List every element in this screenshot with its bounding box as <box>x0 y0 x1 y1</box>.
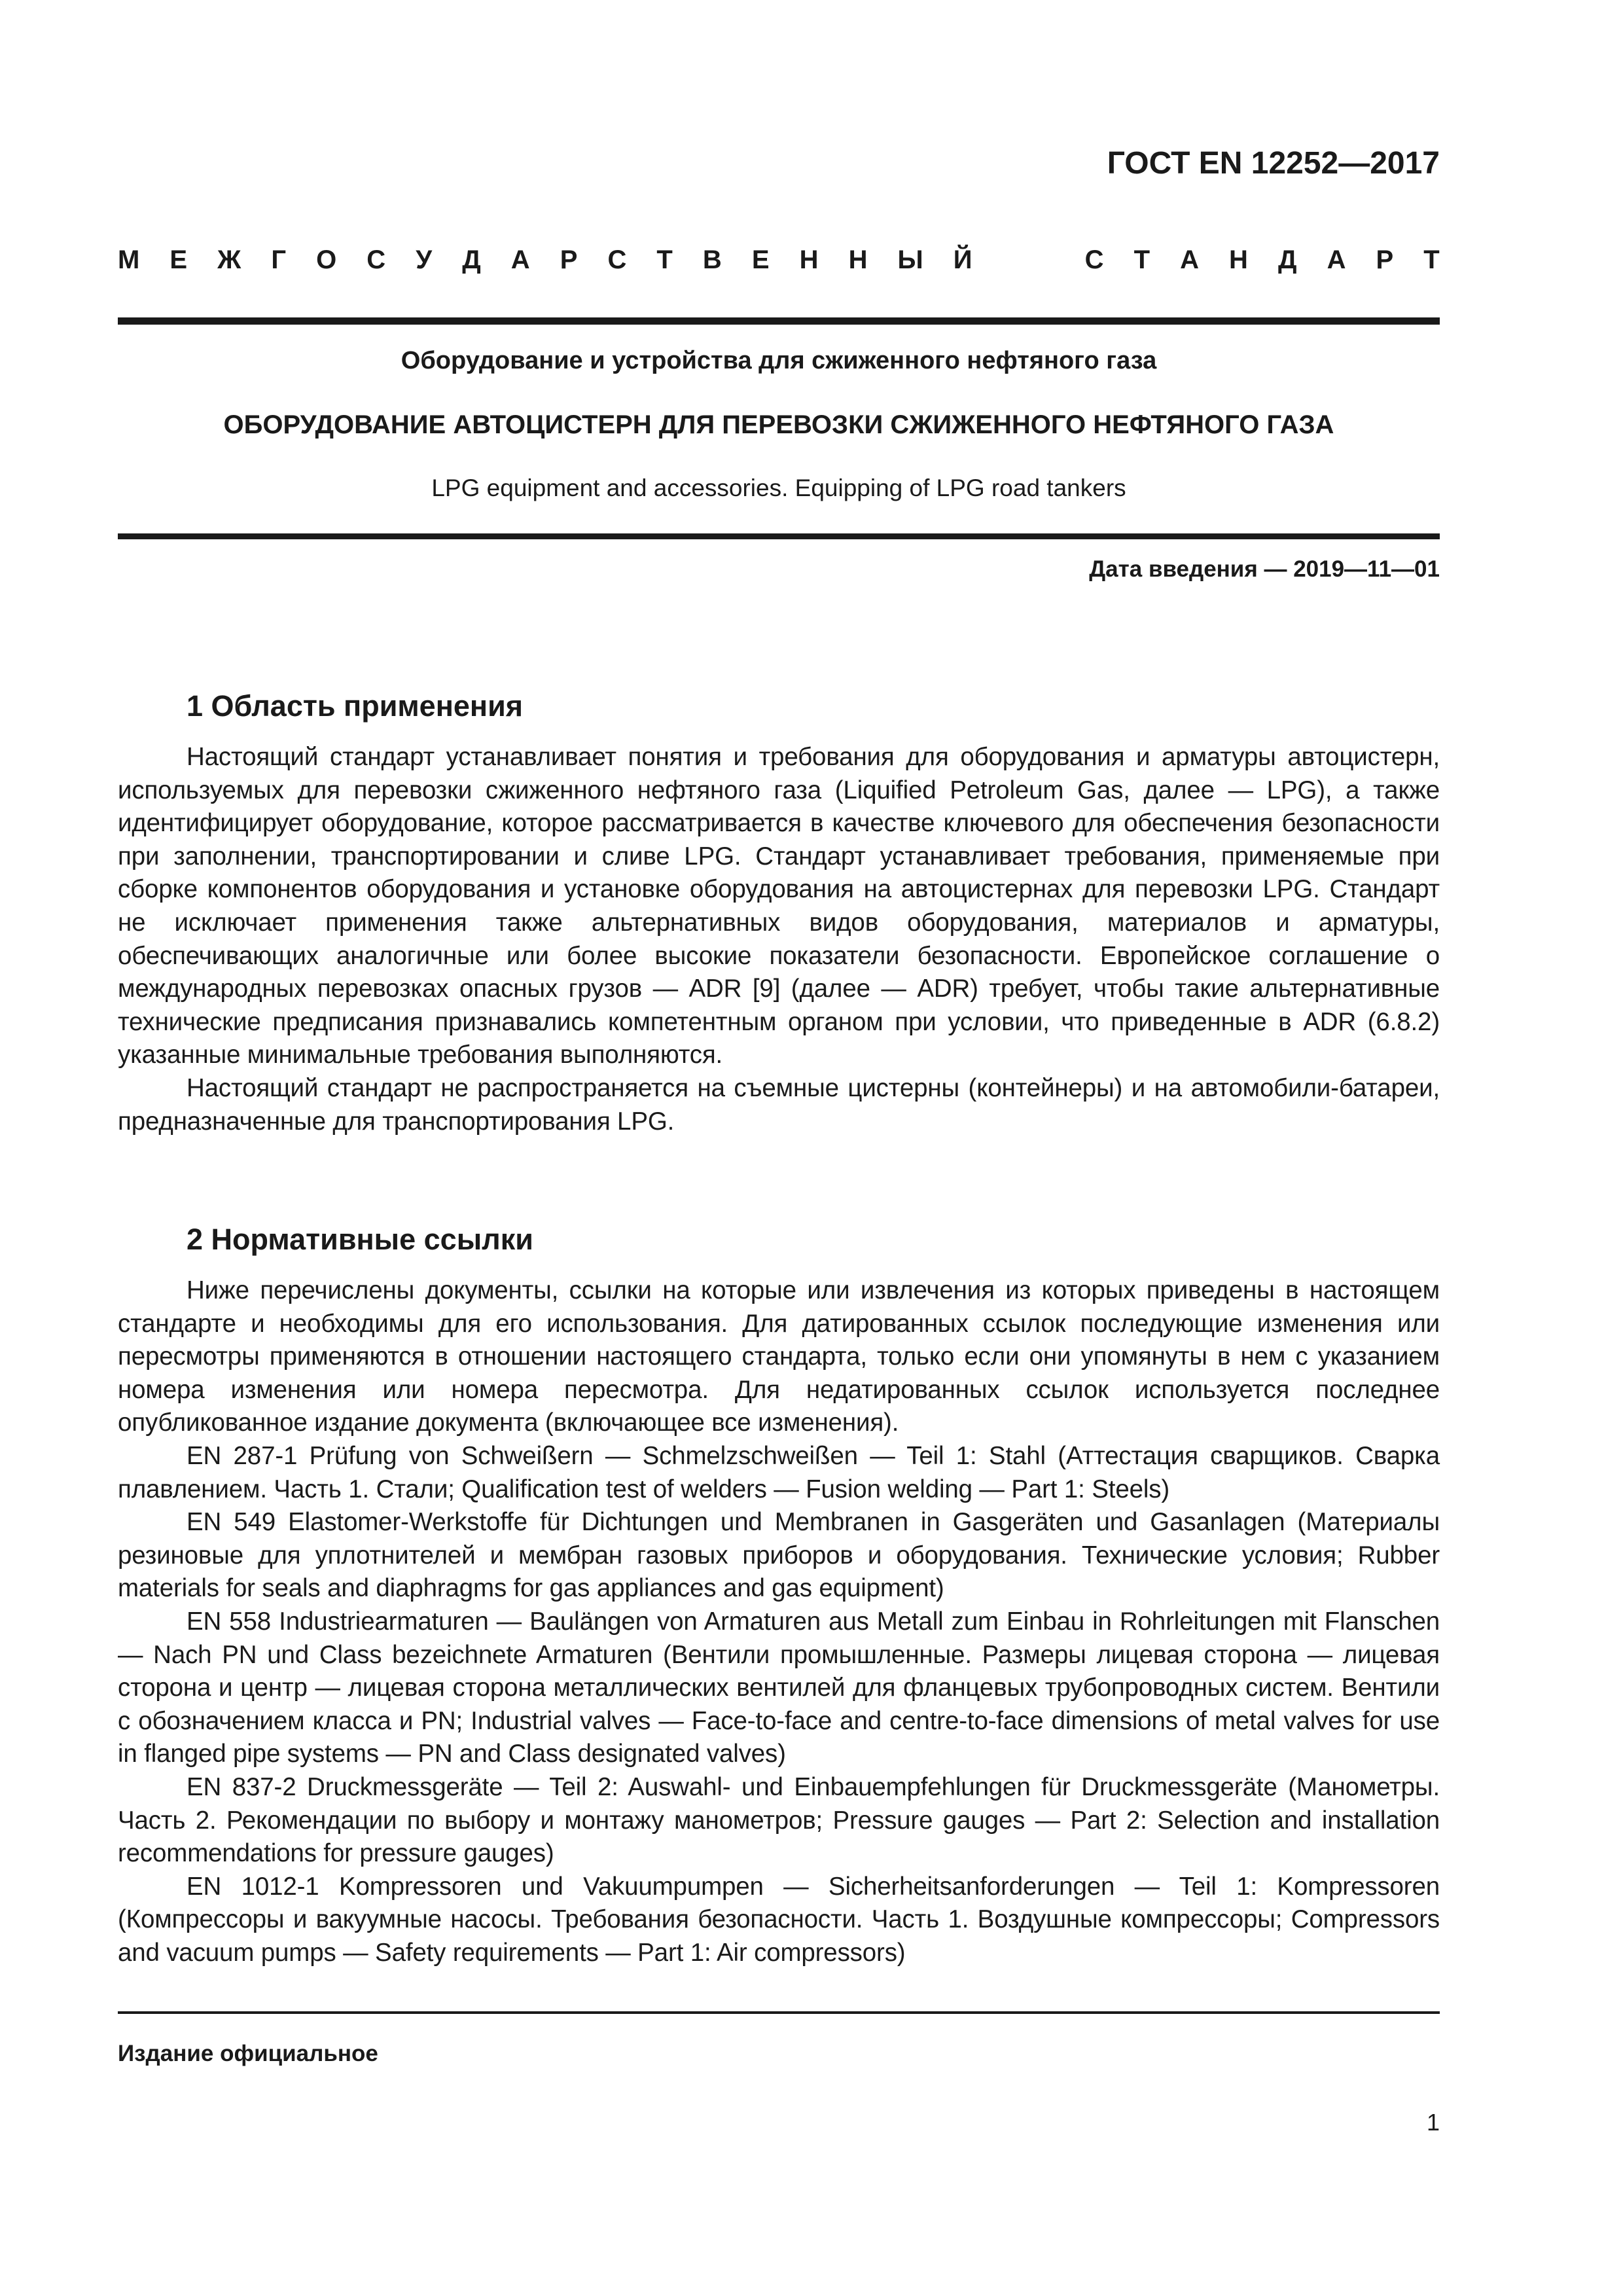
reference-item: EN 549 Elastomer-Werkstoffe für Dichtungen und Membranen in Gasgeräten und Gasanlagen (Материалы резиновые для уплотнителей и мембран газовых приборов и оборудования. Технические условия; Rubber materials for seals and diaphragms for gas appliances and gas equipment) <box>118 1508 1440 1603</box>
standard-designation: ГОСТ EN 12252—2017 <box>1107 146 1440 181</box>
letter: Ж <box>217 245 241 274</box>
english-title: LPG equipment and accessories. Equipping of LPG road tankers <box>431 475 1126 501</box>
letter: Р <box>560 245 578 274</box>
edition-note: Издание официальное <box>118 2041 378 2066</box>
letter: Р <box>1376 245 1394 274</box>
section-heading: 2 Нормативные ссылки <box>187 1223 533 1256</box>
letter: Е <box>751 245 770 274</box>
letter: Д <box>462 245 481 274</box>
letter: Д <box>1278 245 1297 274</box>
letter: А <box>1180 245 1199 274</box>
letter: Т <box>1133 245 1150 274</box>
letter: О <box>316 245 337 274</box>
reference-item: EN 1012-1 Kompressoren und Vakuumpumpen — Sicherheitsanforderungen — Teil 1: Kompressoren (Компрессоры и вакуумные насосы. Требования безопасности. Часть 1. Воздушные компрессоры; Compressors and vacuum pumps — Safety requirements — Part 1: Air compressors) <box>118 1872 1440 1967</box>
letter: Н <box>1229 245 1248 274</box>
section-heading: 1 Область применения <box>187 689 524 723</box>
reference-item: EN 558 Industriearmaturen — Baulängen von Armaturen aus Metall zum Einbau in Rohrleitungen mit Flanschen — Nach PN und Class bezeichnete Armaturen (Вентили промышленные. Размеры лицевая сторона — лицевая сторона и центр — лицевая сторона металлических вентилей для фланцевых трубопроводных систем. Вентили с обозначением класса и PN; Industrial valves — Face-to-face and centre-to-face dimensions of metal valves for use in flanged pipe systems — PN and Class designated valves) <box>118 1607 1440 1768</box>
section-normative-references <box>118 1223 1440 1969</box>
letter: А <box>510 245 530 274</box>
page-number: 1 <box>1426 2109 1440 2136</box>
paragraph: Ниже перечислены документы, ссылки на которые или извлечения из которых приведены в настоящем стандарте и необходимы для его использования. Для датированных ссылок последующие изменения или пересмотры применяются в отношении настоящего стандарта, только если они упомянуты в нем с указанием номера изменения или номера пересмотра. Для недатированных ссылок используется последнее опубликованное издание документа (включающее все изменения). <box>118 1276 1440 1437</box>
letter: Н <box>848 245 868 274</box>
letter: Й <box>953 245 972 274</box>
letter: С <box>366 245 386 274</box>
title-divider <box>118 533 1440 539</box>
reference-item: EN 837-2 Druckmessgeräte — Teil 2: Auswahl- und Einbauempfehlungen für Druckmessgeräte (Манометры. Часть 2. Рекомендации по выбору и монтажу манометров; Pressure gauges — Part 2: Selection and installation recommendations for pressure gauges) <box>118 1772 1440 1868</box>
letter: Т <box>656 245 673 274</box>
letter: Е <box>169 245 188 274</box>
group-title: Оборудование и устройства для сжиженного нефтяного газа <box>401 347 1157 374</box>
paragraph: Настоящий стандарт устанавливает понятия и требования для оборудования и арматуры автоцистерн, используемых для перевозки сжиженного нефтяного газа (Liquified Petroleum Gas, далее — LPG), а также идентифицирует оборудование, которое рассматривается в качестве ключевого для обеспечения безопасности при заполнении, транспортировании и сливе LPG. Стандарт устанавливает требования, применяемые при сборке компонентов оборудования и установке оборудования на автоцистернах для перевозки LPG. Стандарт не исключает применения также альтернативных видов оборудования, материалов и арматуры, обеспечивающих аналогичные или более высокие показатели безопасности. Европейское соглашение о международных перевозках опасных грузов — ADR [9] (далее — ADR) требует, чтобы такие альтернативные технические предписания признавались компетентным органом при условии, что приведенные в ADR (6.8.2) указанные минимальные требования выполняются. <box>118 743 1440 1069</box>
introduction-date: Дата введения — 2019—11—01 <box>1089 556 1440 582</box>
standard-type-line <box>118 245 1440 275</box>
letter: С <box>607 245 627 274</box>
paragraph: Настоящий стандарт не распространяется на съемные цистерны (контейнеры) и на автомобили-батареи, предназначенные для транспортирования LPG. <box>118 1073 1440 1136</box>
letter: Н <box>799 245 819 274</box>
footer-divider <box>118 2011 1440 2014</box>
letter: У <box>416 245 433 274</box>
letter: А <box>1327 245 1346 274</box>
letter: Ы <box>897 245 923 274</box>
word-gap <box>1003 245 1055 275</box>
header-divider <box>118 317 1440 325</box>
letter: М <box>118 245 140 274</box>
main-title: ОБОРУДОВАНИЕ АВТОЦИСТЕРН ДЛЯ ПЕРЕВОЗКИ СЖИЖЕННОГО НЕФТЯНОГО ГАЗА <box>223 410 1334 439</box>
letter: Т <box>1423 245 1440 274</box>
letter: С <box>1084 245 1104 274</box>
section-scope <box>118 689 1440 1138</box>
letter: Г <box>271 245 287 274</box>
reference-item: EN 287-1 Prüfung von Schweißern — Schmelzschweißen — Teil 1: Stahl (Аттестация сварщиков. Сварка плавлением. Часть 1. Стали; Qualification test of welders — Fusion welding — Part 1: Steels) <box>118 1441 1440 1503</box>
letter: В <box>702 245 722 274</box>
